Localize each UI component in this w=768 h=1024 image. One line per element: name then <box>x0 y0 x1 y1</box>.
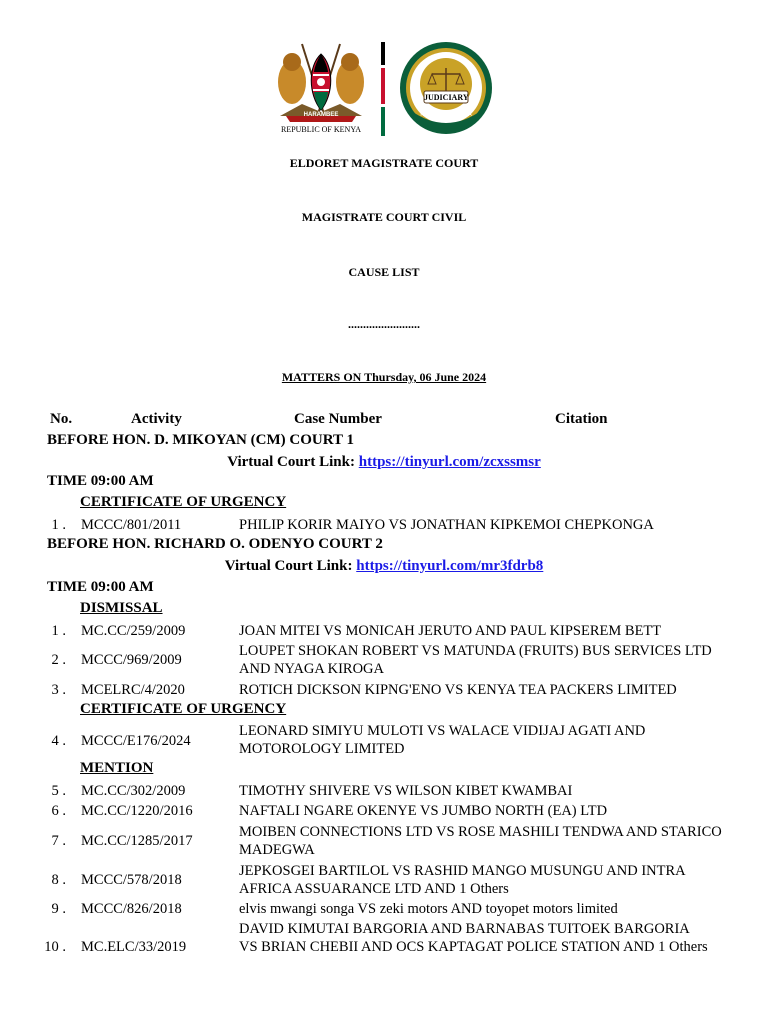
case-row-no: 1 . <box>51 517 66 533</box>
case-citation: LEONARD SIMIYU MULOTI VS WALACE VIDIJAJ AGATI AND MOTOROLOGY LIMITED <box>239 723 646 757</box>
case-citation: JEPKOSGEI BARTILOL VS RASHID MANGO MUSUNGU AND INTRA AFRICA ASSUARANCE LTD AND 1 Others <box>239 863 685 897</box>
court2-virtual-link[interactable]: https://tinyurl.com/mr3fdrb8 <box>356 558 544 574</box>
court1-category-urgency: CERTIFICATE OF URGENCY <box>80 494 287 510</box>
case-number: MC.CC/259/2009 <box>81 623 186 639</box>
court2-judge: BEFORE HON. RICHARD O. ODENYO COURT 2 <box>47 536 383 552</box>
case-row-no: 1 . <box>51 623 66 639</box>
judiciary-seal <box>398 40 494 136</box>
case-citation: PHILIP KORIR MAIYO VS JONATHAN KIPKEMOI CHEPKONGA <box>239 517 654 533</box>
court1-virtual-link-label: Virtual Court Link: <box>227 454 359 470</box>
judiciary-seal-label: JUDICIARY <box>424 93 469 102</box>
court1-time: TIME 09:00 AM <box>47 473 154 489</box>
separator: ........................ <box>348 317 420 331</box>
case-row-no: 2 . <box>51 652 66 668</box>
court2-virtual-link-label: Virtual Court Link: <box>224 558 357 574</box>
court-name: ELDORET MAGISTRATE COURT <box>289 156 479 170</box>
case-row-no: 4 . <box>51 733 66 749</box>
court1-virtual-link[interactable]: https://tinyurl.com/zcxssmsr <box>358 454 541 470</box>
col-header-activity: Activity <box>131 411 182 427</box>
coat-of-arms-caption: REPUBLIC OF KENYA <box>280 125 361 134</box>
case-number: MC.ELC/33/2019 <box>81 939 187 955</box>
case-number: MC.CC/1285/2017 <box>81 833 193 849</box>
court2-category-urgency: CERTIFICATE OF URGENCY <box>80 701 287 717</box>
col-header-citation: Citation <box>555 411 608 427</box>
case-citation: JOAN MITEI VS MONICAH JERUTO AND PAUL KIPSEREM BETT <box>239 623 662 639</box>
case-number: MCCC/801/2011 <box>81 517 182 533</box>
kenya-flag-divider <box>381 42 385 136</box>
case-row-no: 5 . <box>51 783 66 799</box>
court2-category-mention: MENTION <box>80 760 154 776</box>
case-row-no: 3 . <box>51 682 66 698</box>
case-number: MCCC/969/2009 <box>81 652 182 668</box>
case-number: MC.CC/1220/2016 <box>81 803 193 819</box>
case-citation: NAFTALI NGARE OKENYE VS JUMBO NORTH (EA) LTD <box>239 803 608 819</box>
court2-category-dismissal: DISMISSAL <box>80 600 163 616</box>
case-row-no: 6 . <box>51 803 66 819</box>
case-number: MCCC/578/2018 <box>81 872 182 888</box>
court1-judge: BEFORE HON. D. MIKOYAN (CM) COURT 1 <box>47 432 354 448</box>
court-division: MAGISTRATE COURT CIVIL <box>301 210 467 224</box>
court2-virtual-link-line <box>0 558 768 575</box>
col-header-no: No. <box>50 411 73 427</box>
case-row-no: 10 . <box>44 939 66 955</box>
case-citation: DAVID KIMUTAI BARGORIA AND BARNABAS TUITOEK BARGORIA VS BRIAN CHEBII AND OCS KAPTAGAT POLICE STATION AND 1 Others <box>239 921 708 955</box>
col-header-case-number: Case Number <box>294 411 382 427</box>
case-number: MCCC/E176/2024 <box>81 733 191 749</box>
case-citation: ROTICH DICKSON KIPNG'ENO VS KENYA TEA PACKERS LIMITED <box>239 682 677 698</box>
case-row-no: 9 . <box>51 901 66 917</box>
republic-of-kenya-coat-of-arms <box>272 40 370 136</box>
case-citation: elvis mwangi songa VS zeki motors AND toyopet motors limited <box>239 901 618 917</box>
case-citation: LOUPET SHOKAN ROBERT VS MATUNDA (FRUITS) BUS SERVICES LTD AND NYAGA KIROGA <box>239 643 712 677</box>
case-number: MCELRC/4/2020 <box>81 682 185 698</box>
case-row-no: 7 . <box>51 833 66 849</box>
case-row-no: 8 . <box>51 872 66 888</box>
judiciary-seal-ring-text: REPUBLIC OF KENYA <box>420 112 472 118</box>
case-number: MCCC/826/2018 <box>81 901 182 917</box>
case-citation: MOIBEN CONNECTIONS LTD VS ROSE MASHILI TENDWA AND STARICO MADEGWA <box>239 824 722 858</box>
court2-time: TIME 09:00 AM <box>47 579 154 595</box>
coat-of-arms-motto: HARAMBEE <box>303 112 339 118</box>
list-title: CAUSE LIST <box>348 265 420 279</box>
case-number: MC.CC/302/2009 <box>81 783 186 799</box>
court1-virtual-link-line <box>0 454 768 471</box>
case-citation: TIMOTHY SHIVERE VS WILSON KIBET KWAMBAI <box>239 783 573 799</box>
matters-date: MATTERS ON Thursday, 06 June 2024 <box>281 370 487 384</box>
